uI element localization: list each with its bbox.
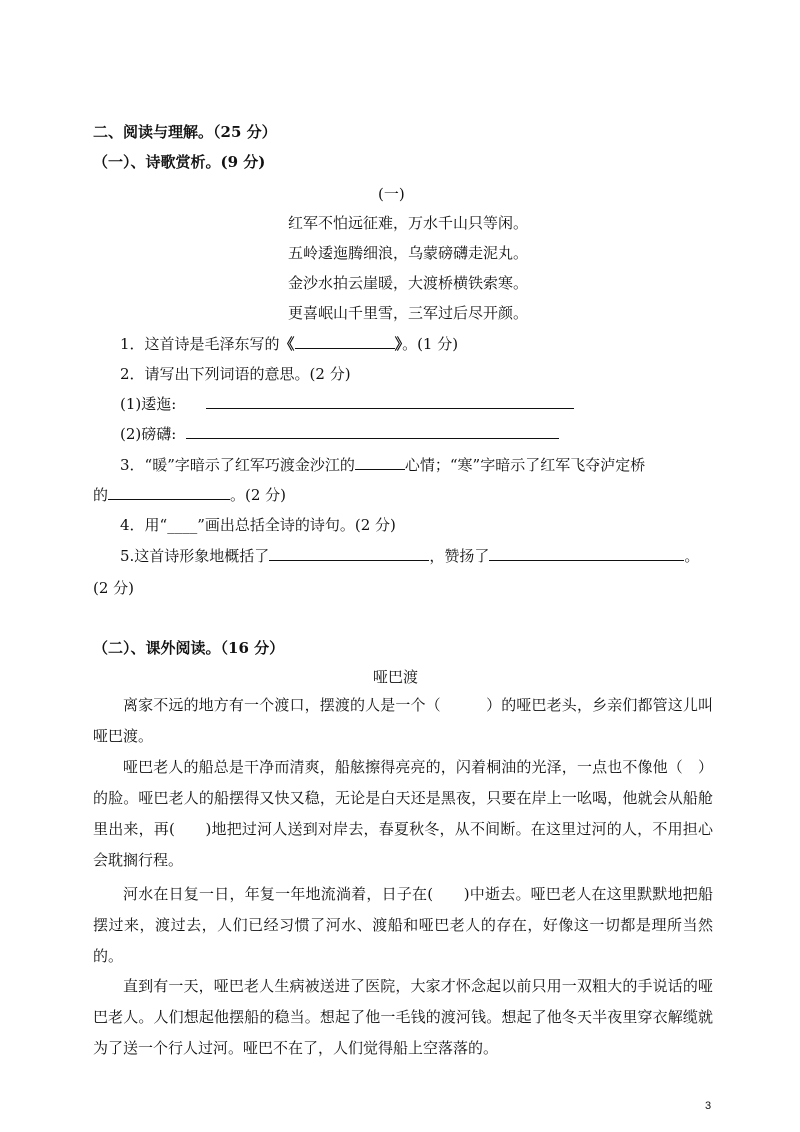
part1-title: （一）、诗歌赏析。(9 分): [93, 153, 266, 171]
book-title-close: 》: [394, 335, 403, 353]
question-1-score: 。(1 分): [402, 335, 459, 353]
question-3-text-c: 的: [93, 486, 109, 504]
question-5-text-b: ，赞扬了: [429, 547, 490, 565]
question-4: 4．用“____”画出总括全诗的诗句。(2 分): [120, 516, 396, 534]
answer-blank-q3b[interactable]: [108, 485, 230, 500]
question-5: [120, 545, 699, 566]
answer-blank-q5b[interactable]: [489, 546, 684, 561]
question-3-text-b: 心情；“寒”字暗示了红军飞夺泸定桥: [404, 456, 646, 474]
question-3-score: 。(2 分): [230, 486, 287, 504]
answer-blank-q3a[interactable]: [355, 455, 405, 470]
story-paragraph-4: 直到有一天，哑巴老人生病被送进了医院，大家才怀念起以前只用一双粗大的手说话的哑巴老人。人们想起他摆船的稳当。想起了他一毛钱的渡河钱。想起了他冬天半夜里穿衣解缆就为了送一个行人过河。哑巴不在了，人们觉得船上空落落的。: [93, 977, 713, 1057]
story-paragraph-3: 河水在日复一日，年复一年地流淌着，日子在( )中逝去。哑巴老人在这里默默地把船摆过来，渡过去，人们已经习惯了河水、渡船和哑巴老人的存在，好像这一切都是理所当然的。: [93, 885, 713, 965]
page-number: 3: [705, 1100, 712, 1112]
question-2a: [120, 393, 574, 414]
poem-heading: (一): [378, 185, 405, 203]
question-2: 2．请写出下列词语的意思。(2 分): [120, 365, 351, 383]
question-1: [120, 333, 458, 354]
question-1-text: 1．这首诗是毛泽东写的: [120, 335, 280, 353]
answer-blank-q5a[interactable]: [269, 546, 429, 561]
story-paragraph-2: 哑巴老人的船总是干净而清爽，船舷擦得亮亮的，闪着桐油的光泽，一点也不像他（ ）的脸。哑巴老人的船摆得又快又稳，无论是白天还是黑夜，只要在岸上一吆喝，他就会从船舱里出来，再( )地把过河人送到对岸去，春夏秋冬，从不间断。在这里过河的人，不用担心会耽搁行程。: [93, 758, 713, 869]
poem-line-2: 五岭逶迤腾细浪，乌蒙磅礴走泥丸。: [288, 244, 529, 262]
answer-blank-q2a[interactable]: [206, 394, 574, 409]
poem-line-1: 红军不怕远征难，万水千山只等闲。: [288, 214, 529, 232]
poem-line-4: 更喜岷山千里雪，三军过后尽开颜。: [288, 304, 529, 322]
question-3-text-a: 3．“暖”字暗示了红军巧渡金沙江的: [120, 456, 355, 474]
question-3-line-1: [120, 454, 645, 475]
answer-blank-q2b[interactable]: [186, 424, 559, 439]
answer-blank-q1[interactable]: [295, 334, 395, 349]
story-title: 哑巴渡: [373, 668, 419, 686]
question-2a-label: (1)逶迤:: [120, 395, 177, 413]
question-5-score: (2 分): [93, 579, 135, 597]
poem-line-3: 金沙水拍云崖暖，大渡桥横铁索寒。: [288, 274, 529, 292]
question-3-line-2: [93, 484, 286, 505]
question-5-text-c: 。: [684, 547, 700, 565]
question-5-text-a: 5.这首诗形象地概括了: [120, 547, 270, 565]
question-2b: [120, 423, 559, 444]
story-paragraph-1: 离家不远的地方有一个渡口，摆渡的人是一个（ ）的哑巴老头，乡亲们都管这儿叫哑巴渡。: [93, 696, 713, 745]
book-title-open: 《: [279, 335, 295, 353]
section-title: 二、阅读与理解。（25 分）: [93, 123, 277, 141]
part2-title: （二）、课外阅读。（16 分）: [93, 639, 285, 657]
question-2b-label: (2)磅礴:: [120, 425, 177, 443]
